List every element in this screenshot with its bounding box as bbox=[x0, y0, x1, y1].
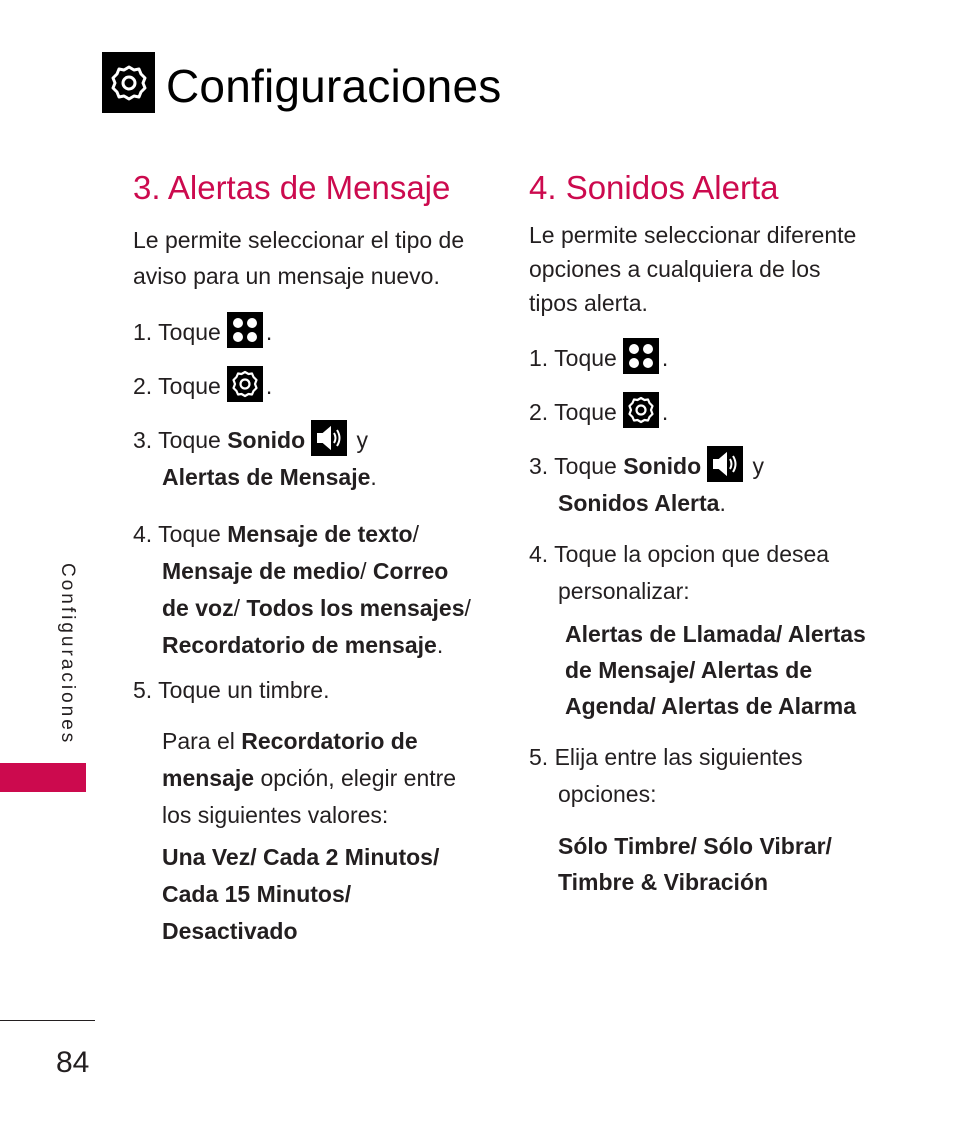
right-step-5: 5. Elija entre las siguientes opciones: bbox=[529, 744, 803, 807]
gear-icon bbox=[227, 366, 263, 402]
left-step-2: 2. Toque . bbox=[133, 366, 272, 405]
gear-icon bbox=[102, 52, 155, 113]
right-step-2: 2. Toque . bbox=[529, 392, 668, 431]
right-step-1: 1. Toque . bbox=[529, 338, 668, 377]
page-number: 84 bbox=[56, 1046, 90, 1079]
footer-divider bbox=[0, 1020, 95, 1021]
page-title: Configuraciones bbox=[166, 60, 502, 112]
left-step-1: 1. Toque . bbox=[133, 312, 272, 351]
menu-dots-icon bbox=[227, 312, 263, 348]
left-step-4: 4. Toque Mensaje de texto/ Mensaje de medio/ Correo de voz/ Todos los mensajes/ Recordatorio de mensaje. bbox=[133, 521, 471, 658]
right-step-4: 4. Toque la opcion que desea personalizar: bbox=[529, 541, 830, 604]
chapter-tab-marker bbox=[0, 763, 86, 792]
speaker-icon bbox=[707, 446, 743, 482]
right-section-heading: 4. Sonidos Alerta bbox=[529, 169, 779, 206]
right-alert-types: Alertas de Llamada/ Alertas de Mensaje/ Alertas de Agenda/ Alertas de Alarma bbox=[565, 621, 866, 719]
menu-dots-icon bbox=[623, 338, 659, 374]
gear-icon bbox=[623, 392, 659, 428]
left-note: Para el Recordatorio de mensaje opción, elegir entre los siguientes valores: bbox=[162, 728, 457, 828]
right-intro: Le permite seleccionar diferente opciones a cualquiera de los tipos alerta. bbox=[529, 222, 857, 316]
side-chapter-label: Configuraciones bbox=[57, 563, 78, 746]
left-step-3: 3. Toque Sonido y Alertas de Mensaje. bbox=[133, 420, 473, 496]
left-step-5: 5. Toque un timbre. bbox=[133, 677, 330, 703]
left-intro: Le permite seleccionar el tipo de aviso para un mensaje nuevo. bbox=[133, 227, 465, 289]
left-values: Una Vez/ Cada 2 Minutos/ Cada 15 Minutos/ Desactivado bbox=[162, 844, 440, 944]
right-step-3: 3. Toque Sonido y Sonidos Alerta. bbox=[529, 446, 889, 522]
left-section-heading: 3. Alertas de Mensaje bbox=[133, 169, 451, 206]
right-options: Sólo Timbre/ Sólo Vibrar/ Timbre & Vibración bbox=[558, 833, 832, 895]
speaker-icon bbox=[311, 420, 347, 456]
